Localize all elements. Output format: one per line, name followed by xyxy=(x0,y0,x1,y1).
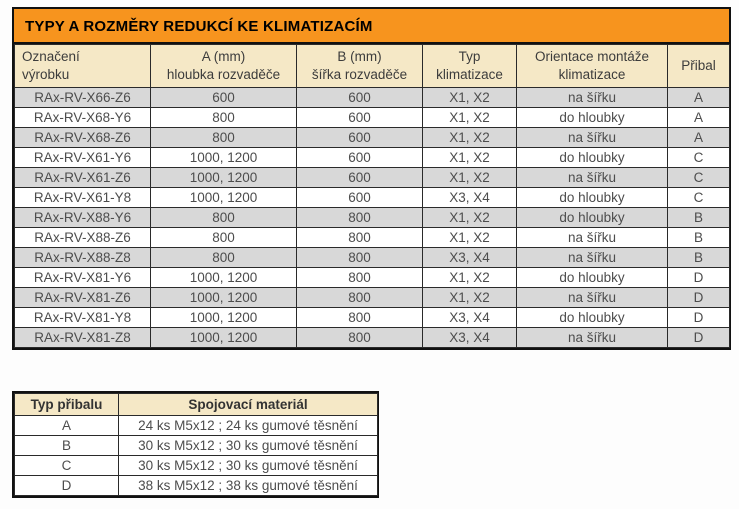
table-cell: RAx-RV-X61-Y8 xyxy=(15,188,151,208)
accessory-table xyxy=(12,391,379,498)
table-cell: 600 xyxy=(151,88,297,108)
table-cell: RAx-RV-X88-Z6 xyxy=(15,228,151,248)
column-header-ac-type xyxy=(423,45,517,88)
table-cell: 800 xyxy=(151,228,297,248)
table-cell: A xyxy=(668,88,730,108)
table-cell: 800 xyxy=(151,108,297,128)
table-cell: B xyxy=(15,436,119,456)
table-cell: 1000, 1200 xyxy=(151,308,297,328)
table-cell: 800 xyxy=(297,248,423,268)
table-cell: RAx-RV-X81-Z8 xyxy=(15,328,151,348)
main-table-body xyxy=(15,88,730,348)
table-cell: do hloubky xyxy=(517,108,668,128)
table-cell: RAx-RV-X61-Z6 xyxy=(15,168,151,188)
table-cell: do hloubky xyxy=(517,268,668,288)
header-line: Přibal xyxy=(681,58,716,74)
table-cell: 800 xyxy=(297,228,423,248)
table-cell: X1, X2 xyxy=(423,88,517,108)
table-cell: do hloubky xyxy=(517,308,668,328)
table-cell: 1000, 1200 xyxy=(151,188,297,208)
table-row xyxy=(15,188,730,208)
main-table xyxy=(12,7,731,350)
table-cell: X1, X2 xyxy=(423,208,517,228)
table-row xyxy=(15,208,730,228)
table-cell: RAx-RV-X68-Z6 xyxy=(15,128,151,148)
table-cell: RAx-RV-X88-Z8 xyxy=(15,248,151,268)
table-cell: X1, X2 xyxy=(423,108,517,128)
table-cell: 800 xyxy=(151,208,297,228)
table-cell: 1000, 1200 xyxy=(151,268,297,288)
table-cell: X3, X4 xyxy=(423,188,517,208)
column-header-width-b xyxy=(297,45,423,88)
table-cell: X3, X4 xyxy=(423,308,517,328)
table-cell: X1, X2 xyxy=(423,128,517,148)
header-line: Orientace montáže xyxy=(534,49,650,65)
table-row xyxy=(15,268,730,288)
table-cell: na šířku xyxy=(517,288,668,308)
table-cell: 30 ks M5x12 ; 30 ks gumové těsnění xyxy=(119,436,378,456)
table-row xyxy=(15,436,378,456)
header-line: Typ xyxy=(458,49,481,65)
table-row xyxy=(15,308,730,328)
table-cell: D xyxy=(668,308,730,328)
column-header-joining-material: Spojovací materiál xyxy=(119,394,378,416)
header-line: klimatizace xyxy=(436,67,503,82)
table-cell: 800 xyxy=(297,208,423,228)
header-line: hloubka rozvaděče xyxy=(166,67,281,82)
table-cell: 24 ks M5x12 ; 24 ks gumové těsnění xyxy=(119,416,378,436)
table-cell: D xyxy=(668,288,730,308)
table-cell: 800 xyxy=(297,328,423,348)
main-table-header xyxy=(15,45,730,88)
table-row xyxy=(15,476,378,496)
table-cell: RAx-RV-X88-Y6 xyxy=(15,208,151,228)
table-cell: X3, X4 xyxy=(423,248,517,268)
table-row xyxy=(15,288,730,308)
table-cell: B xyxy=(668,208,730,228)
table-cell: 800 xyxy=(297,288,423,308)
table-cell: 800 xyxy=(151,128,297,148)
accessory-table-header xyxy=(15,394,378,416)
column-header-depth-a xyxy=(151,45,297,88)
table-cell: 1000, 1200 xyxy=(151,288,297,308)
table-cell: 800 xyxy=(297,308,423,328)
column-header-mount-orientation xyxy=(517,45,668,88)
main-table-title: TYPY A ROZMĚRY REDUKCÍ KE KLIMATIZACÍM xyxy=(14,9,729,44)
column-header-pack-type: Typ přibalu xyxy=(15,394,119,416)
accessory-material-table xyxy=(14,393,378,496)
table-cell: na šířku xyxy=(517,248,668,268)
table-cell: 600 xyxy=(297,188,423,208)
table-cell: C xyxy=(668,168,730,188)
table-cell: do hloubky xyxy=(517,208,668,228)
table-row xyxy=(15,148,730,168)
header-line: A (mm) xyxy=(201,49,246,65)
table-cell: B xyxy=(668,248,730,268)
table-cell: 1000, 1200 xyxy=(151,168,297,188)
table-cell: 30 ks M5x12 ; 30 ks gumové těsnění xyxy=(119,456,378,476)
table-cell: na šířku xyxy=(517,128,668,148)
table-cell: A xyxy=(668,128,730,148)
table-cell: C xyxy=(15,456,119,476)
table-cell: 800 xyxy=(151,248,297,268)
table-cell: RAx-RV-X81-Y8 xyxy=(15,308,151,328)
table-cell: A xyxy=(15,416,119,436)
table-cell: B xyxy=(668,228,730,248)
table-cell: 38 ks M5x12 ; 38 ks gumové těsnění xyxy=(119,476,378,496)
table-cell: X1, X2 xyxy=(423,228,517,248)
table-cell: C xyxy=(668,148,730,168)
table-cell: 600 xyxy=(297,88,423,108)
column-header-product-code xyxy=(15,45,151,88)
header-line: B (mm) xyxy=(337,49,382,65)
table-row xyxy=(15,108,730,128)
header-row xyxy=(15,394,378,416)
table-cell: 600 xyxy=(297,128,423,148)
table-cell: X1, X2 xyxy=(423,168,517,188)
table-row xyxy=(15,168,730,188)
table-cell: na šířku xyxy=(517,228,668,248)
table-cell: RAx-RV-X81-Z6 xyxy=(15,288,151,308)
table-cell: X1, X2 xyxy=(423,288,517,308)
table-cell: na šířku xyxy=(517,168,668,188)
table-cell: na šířku xyxy=(517,88,668,108)
table-cell: C xyxy=(668,188,730,208)
table-cell: 600 xyxy=(297,108,423,128)
table-cell: RAx-RV-X81-Y6 xyxy=(15,268,151,288)
table-row xyxy=(15,228,730,248)
table-cell: D xyxy=(668,268,730,288)
table-cell: 600 xyxy=(297,168,423,188)
header-line: výrobku xyxy=(22,67,70,82)
table-cell: do hloubky xyxy=(517,148,668,168)
table-row xyxy=(15,416,378,436)
table-row xyxy=(15,328,730,348)
table-cell: do hloubky xyxy=(517,188,668,208)
table-cell: X1, X2 xyxy=(423,148,517,168)
header-row xyxy=(15,45,730,88)
column-header-accessory-pack xyxy=(668,45,730,88)
table-cell: RAx-RV-X68-Y6 xyxy=(15,108,151,128)
table-cell: D xyxy=(15,476,119,496)
table-cell: 1000, 1200 xyxy=(151,328,297,348)
table-row xyxy=(15,456,378,476)
header-line: šířka rozvaděče xyxy=(311,67,408,82)
table-cell: na šířku xyxy=(517,328,668,348)
table-cell: RAx-RV-X66-Z6 xyxy=(15,88,151,108)
accessory-table-body xyxy=(15,416,378,496)
table-row xyxy=(15,128,730,148)
table-row xyxy=(15,248,730,268)
table-cell: X1, X2 xyxy=(423,268,517,288)
table-cell: X3, X4 xyxy=(423,328,517,348)
table-cell: A xyxy=(668,108,730,128)
table-cell: D xyxy=(668,328,730,348)
table-row xyxy=(15,88,730,108)
table-cell: RAx-RV-X61-Y6 xyxy=(15,148,151,168)
reduction-types-table xyxy=(14,44,730,348)
table-cell: 800 xyxy=(297,268,423,288)
header-line: Označení xyxy=(22,49,80,65)
header-line: klimatizace xyxy=(558,67,626,82)
table-cell: 1000, 1200 xyxy=(151,148,297,168)
table-cell: 600 xyxy=(297,148,423,168)
